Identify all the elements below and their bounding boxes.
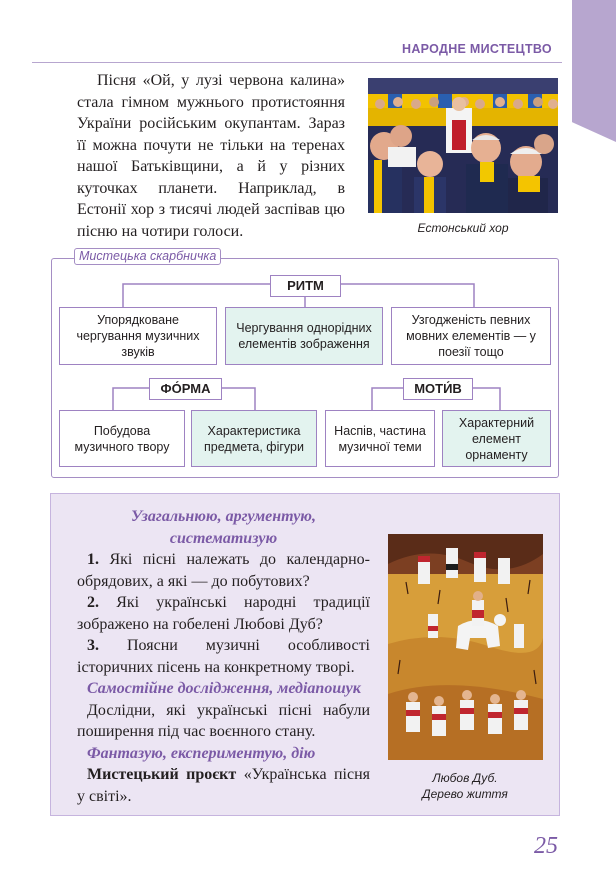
tree-of-life-painting bbox=[388, 534, 543, 760]
rhythm-music-node: Упорядковане чергування музичних звуків bbox=[59, 307, 217, 365]
project-text: «Українська пісня у світі». bbox=[77, 766, 371, 805]
research-task: Дослідни, які українські пісні набули поширення під час воєнного стану. bbox=[77, 701, 370, 740]
rhythm-poetry-node: Узгодженість певних мовних елементів — у поезії тощо bbox=[391, 307, 551, 365]
question-2 bbox=[77, 592, 370, 635]
question-1 bbox=[77, 549, 370, 592]
intro-paragraph: Пісня «Ой, у лузі червона калина» стала гімном мужнього протистояння України російським окупантам. Зараз її можна почути не тільки на теренах нашої Батьківщини, а й у різних куточках планети. Наприклад, в Естонії хор з тисячі людей заспівав цю пісню на чотири голоси. bbox=[77, 72, 345, 240]
form-music-node: Побудова музичного твору bbox=[59, 410, 185, 467]
question-1-number: 1. bbox=[87, 551, 99, 568]
question-3 bbox=[77, 635, 370, 678]
section-title-research: Самостійне дослідження, медіапошук bbox=[87, 680, 361, 697]
painting-caption-title: Дерево життя bbox=[422, 787, 508, 801]
form-object-node: Характеристика предмета, фігури bbox=[191, 410, 317, 467]
section-title-fantasize: Фантазую, експериментую, дію bbox=[87, 744, 316, 762]
question-2-text: Які українські народні традиції зображено на гобелені Любові Дуб? bbox=[77, 594, 370, 633]
rhythm-term: РИТМ bbox=[270, 275, 341, 297]
motif-music-node: Наспів, частина музичної теми bbox=[325, 410, 435, 467]
tasks-column bbox=[77, 506, 370, 807]
running-head: НАРОДНЕ МИСТЕЦТВО bbox=[402, 42, 552, 56]
painting-caption-author: Любов Дуб. bbox=[432, 771, 498, 785]
page-number: 25 bbox=[534, 833, 558, 859]
rhythm-image-node: Чергування однорідних елементів зображення bbox=[225, 307, 383, 365]
form-term: ФО́РМА bbox=[149, 378, 222, 400]
project-task bbox=[77, 764, 370, 807]
section-title-generalize: Узагальнюю, аргументую, систематизую bbox=[131, 508, 316, 547]
question-2-number: 2. bbox=[87, 594, 99, 611]
question-3-text: Поясни музичні особливості історичних пісень на конкретному творі. bbox=[77, 637, 371, 676]
project-label: Мистецький проєкт bbox=[87, 766, 237, 783]
motif-ornament-node: Характерний елемент орнаменту bbox=[442, 410, 551, 467]
painting-caption bbox=[380, 770, 550, 802]
photo-caption: Естонський хор bbox=[417, 221, 509, 235]
treasury-label: Мистецька скарбничка bbox=[74, 248, 221, 265]
question-3-number: 3. bbox=[87, 637, 99, 654]
motif-term: МОТИ́В bbox=[403, 378, 473, 400]
question-1-text: Які пісні належать до календарно-обрядових, а які — до побутових? bbox=[77, 551, 371, 590]
